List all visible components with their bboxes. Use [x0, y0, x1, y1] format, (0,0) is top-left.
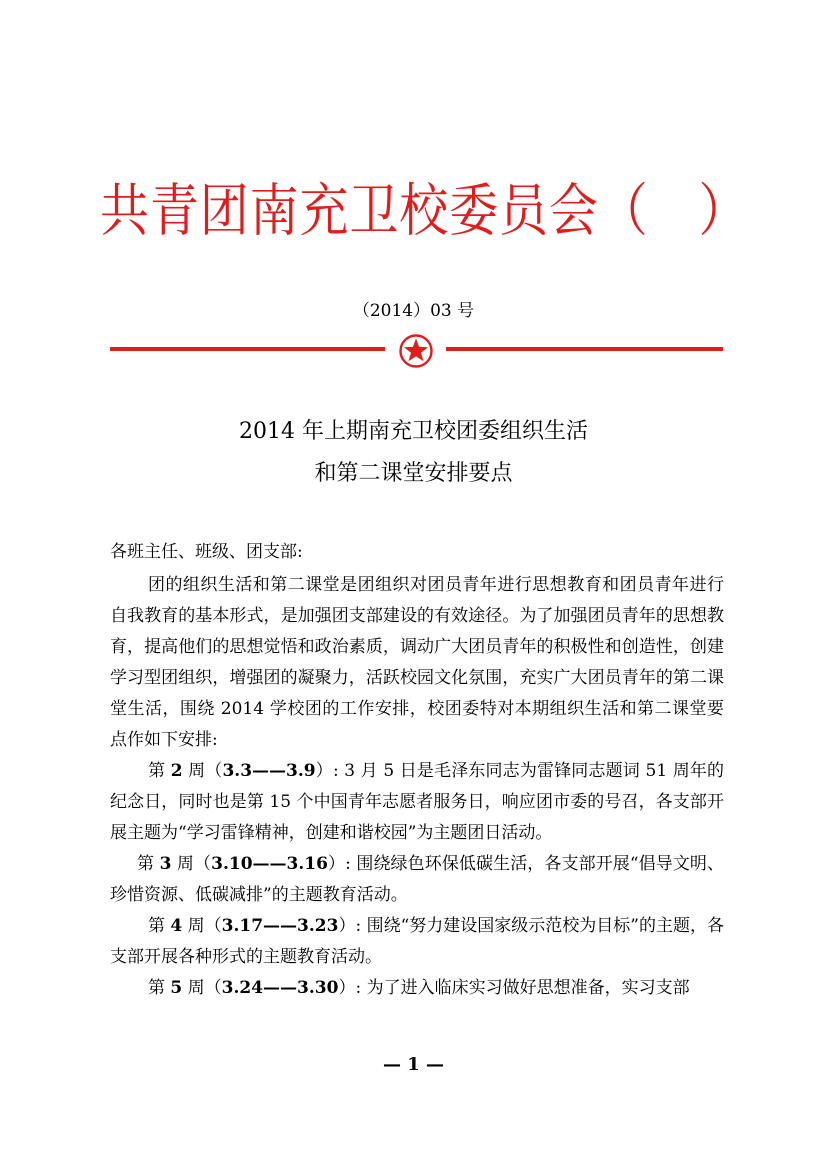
week-text: 3 月 5 日是毛泽东同志为雷锋同志题词 51 周年的纪念日，同时也是第 15 个中国青年志愿者服务日，响应团市委的号召，各支部开展主题为“学习雷锋精神，创建和谐校园”为主题团日活动。 [110, 761, 725, 843]
week-range-close: ）: [327, 854, 351, 874]
week-number: 5 [170, 978, 183, 998]
week-number: 3 [159, 854, 172, 874]
week-paragraph [110, 849, 724, 911]
week-prefix: 第 [148, 978, 171, 998]
red-star-emblem-icon [399, 334, 433, 368]
masthead-text: 共青团南充卫校委员会（ ） [100, 178, 749, 244]
week-date-range: 3.3——3.9 [222, 761, 316, 781]
document-title-line1: 2014 年上期南充卫校团委组织生活 [239, 419, 588, 444]
week-prefix: 第 [148, 916, 171, 936]
week-date-range: 3.10——3.16 [211, 854, 328, 874]
week-prefix: 第 [148, 761, 171, 781]
week-text: 为了进入临床实习做好思想准备，实习支部 [361, 978, 690, 998]
week-range-close: ）: [338, 978, 362, 998]
week-number: 4 [170, 916, 183, 936]
red-divider [110, 334, 723, 368]
document-body [110, 537, 724, 1004]
document-title-line2: 和第二课堂安排要点 [314, 461, 513, 486]
document-number: （2014）03 号 [352, 301, 475, 321]
week-text: 围绕绿色环保低碳生活，各支部开展“倡导文明、珍惜资源、低碳减排”的主题教育活动。 [110, 854, 725, 905]
week-paragraph [110, 756, 724, 849]
week-suffix: 周（ [182, 761, 223, 781]
week-suffix: 周（ [182, 916, 222, 936]
week-paragraph [110, 973, 724, 1004]
week-prefix: 第 [137, 854, 160, 874]
week-text: 围绕“努力建设国家级示范校为目标”的主题，各支部开展各种形式的主题教育活动。 [110, 916, 724, 967]
week-range-close: ）: [338, 916, 362, 936]
divider-line-left [110, 347, 385, 351]
salutation: 各班主任、班级、团支部: [110, 542, 303, 562]
week-paragraph [110, 911, 724, 973]
divider-line-right [446, 347, 723, 351]
week-range-close: ）: [315, 761, 339, 781]
week-suffix: 周（ [182, 978, 222, 998]
masthead-title [100, 175, 749, 247]
week-number: 2 [170, 761, 183, 781]
week-suffix: 周（ [171, 854, 212, 874]
week-date-range: 3.17——3.23 [221, 916, 339, 936]
page-number: — 1 — [382, 1054, 445, 1075]
intro-paragraph: 团的组织生活和第二课堂是团组织对团员青年进行思想教育和团员青年进行自我教育的基本形式，是加强团支部建设的有效途径。为了加强团员青年的思想教育，提高他们的思想觉悟和政治素质，调动广大团员青年的积极性和创造性，创建学习型团组织，增强团的凝聚力，活跃校园文化氛围，充实广大团员青年的第二课堂生活，围绕 2014 学校团的工作安排，校团委特对本期组织生活和第二课堂要点作如下安排: [110, 575, 724, 750]
week-date-range: 3.24——3.30 [221, 978, 339, 998]
